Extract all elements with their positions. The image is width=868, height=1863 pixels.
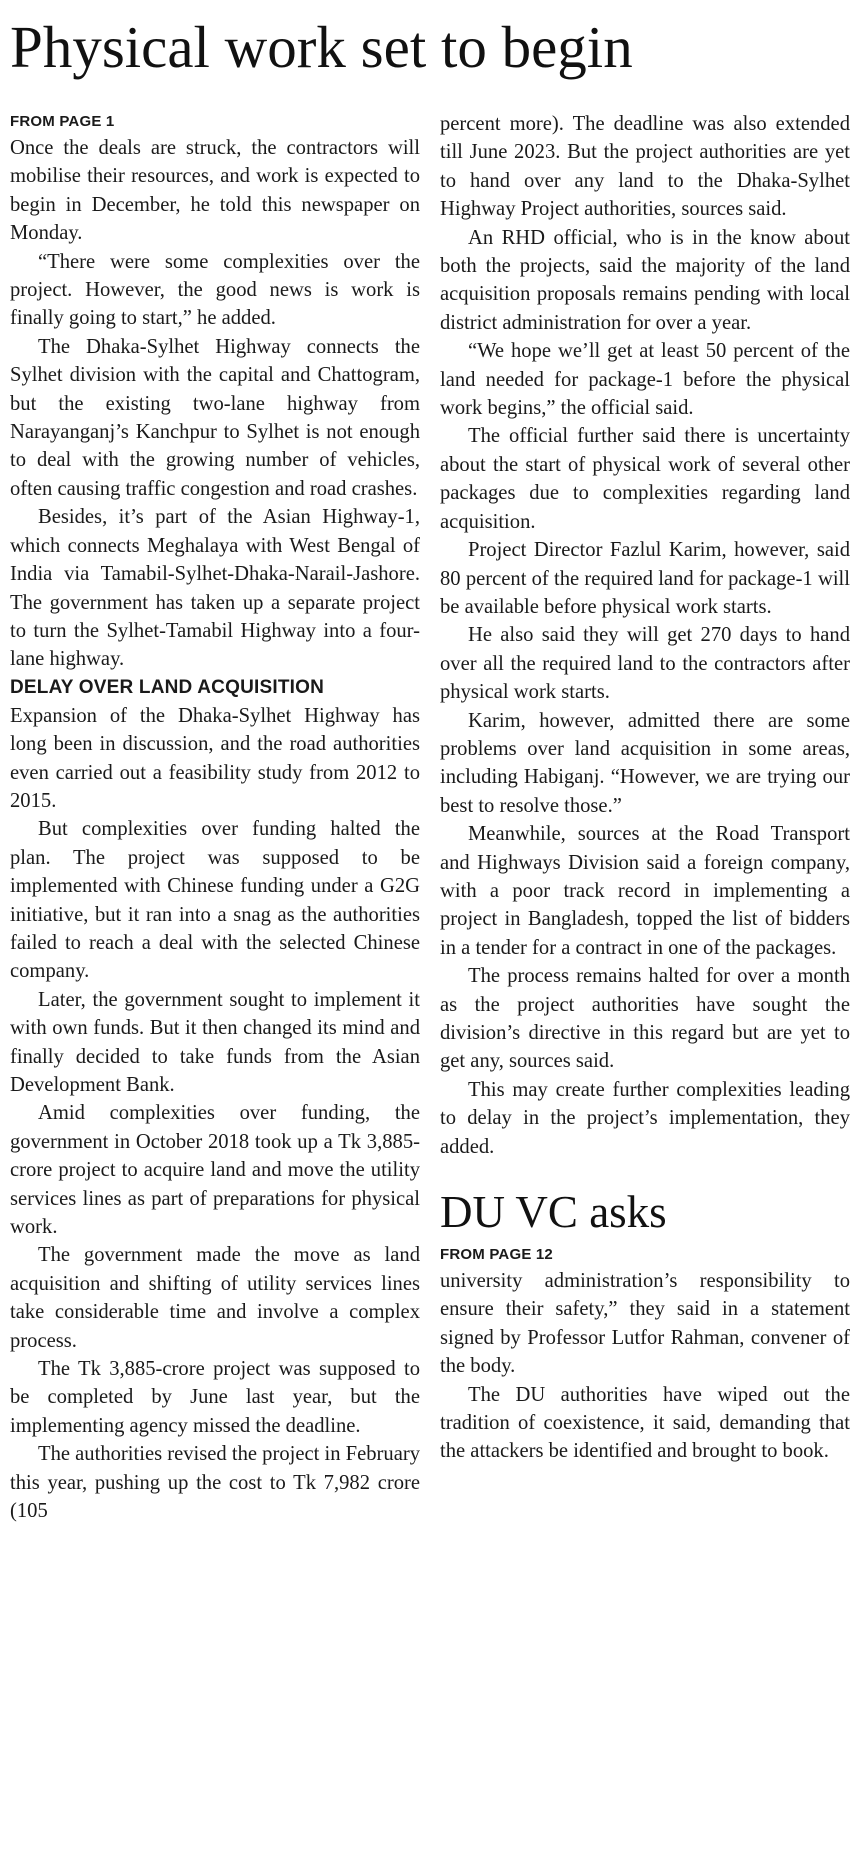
paragraph: Karim, however, admitted there are some problems over land acquisition in some areas, including Habiganj. “However, we are trying our best to resolve those.”	[440, 709, 850, 817]
right-column	[440, 110, 850, 1466]
paragraph: Besides, it’s part of the Asian Highway-1, which connects Meghalaya with West Bengal of India via Tamabil-Sylhet-Dhaka-Narail-Jashore. The government has taken up a separate project to turn the Sylhet-Tamabil Highway into a four-lane highway.	[10, 506, 420, 671]
paragraph: “We hope we’ll get at least 50 percent of the land needed for package-1 before the physical work begins,” the official said.	[440, 340, 850, 420]
second-article-jump-label: FROM PAGE 12	[440, 1246, 553, 1264]
paragraph: Expansion of the Dhaka-Sylhet Highway has long been in discussion, and the road authorities even carried out a feasibility study from 2012 to 2015.	[10, 704, 420, 812]
paragraph: “There were some complexities over the project. However, the good news is work is finally going to start,” he added.	[10, 250, 420, 330]
second-article-headline: DU VC asks	[440, 1187, 667, 1238]
left-column	[10, 110, 420, 1526]
section-subhead: DELAY OVER LAND ACQUISITION	[10, 676, 325, 698]
paragraph: Once the deals are struck, the contractors will mobilise their resources, and work is expected to begin in December, he told this newspaper on Monday.	[10, 137, 420, 245]
paragraph: The official further said there is uncertainty about the start of physical work of several other packages due to complexities regarding land acquisition.	[440, 425, 850, 533]
paragraph: Amid complexities over funding, the government in October 2018 took up a Tk 3,885-crore project to acquire land and move the utility services lines as part of preparations for physical work.	[10, 1102, 420, 1239]
paragraph: Later, the government sought to implement it with own funds. But it then changed its mind and finally decided to take funds from the Asian Development Bank.	[10, 988, 420, 1096]
paragraph: The DU authorities have wiped out the tradition of coexistence, it said, demanding that the attackers be identified and brought to book.	[440, 1383, 850, 1463]
paragraph: The government made the move as land acquisition and shifting of utility services lines take considerable time and involve a complex process.	[10, 1244, 420, 1352]
paragraph: The Tk 3,885-crore project was supposed to be completed by June last year, but the implementing agency missed the deadline.	[10, 1358, 420, 1437]
paragraph: percent more). The deadline was also extended till June 2023. But the project authorities are yet to hand over any land to the Dhaka-Sylhet Highway Project authorities, sources said.	[440, 113, 850, 221]
paragraph: university administration’s responsibility to ensure their safety,” they said in a statement signed by Professor Lutfor Rahman, convener of the body.	[440, 1270, 850, 1378]
paragraph: Project Director Fazlul Karim, however, said 80 percent of the required land for package-1 will be available before physical work starts.	[440, 539, 850, 618]
paragraph: The process remains halted for over a month as the project authorities have sought the division’s directive in this regard but are yet to get any, sources said.	[440, 965, 850, 1073]
paragraph: An RHD official, who is in the know about both the projects, said the majority of the land acquisition proposals remains pending with local district administration for over a year.	[440, 226, 850, 334]
article-headline: Physical work set to begin	[10, 14, 633, 80]
paragraph: The authorities revised the project in February this year, pushing up the cost to Tk 7,982 crore (105	[10, 1443, 420, 1523]
paragraph: The Dhaka-Sylhet Highway connects the Sylhet division with the capital and Chattogram, but the existing two-lane highway from Narayanganj’s Kanchpur to Sylhet is not enough to deal with the growing number of vehicles, often causing traffic congestion and road crashes.	[10, 335, 420, 500]
paragraph: Meanwhile, sources at the Road Transport and Highways Division said a foreign company, with a poor track record in implementing a project in Bangladesh, topped the list of bidders in a tender for a contract in one of the packages.	[440, 823, 850, 959]
paragraph: This may create further complexities leading to delay in the project’s implementation, they added.	[440, 1078, 850, 1158]
jump-label: FROM PAGE 1	[10, 113, 115, 130]
paragraph: But complexities over funding halted the plan. The project was supposed to be implemented with Chinese funding under a G2G initiative, but it ran into a snag as the authorities failed to reach a deal with the selected Chinese company.	[10, 818, 420, 983]
paragraph: He also said they will get 270 days to hand over all the required land to the contractors after physical work starts.	[440, 624, 850, 704]
